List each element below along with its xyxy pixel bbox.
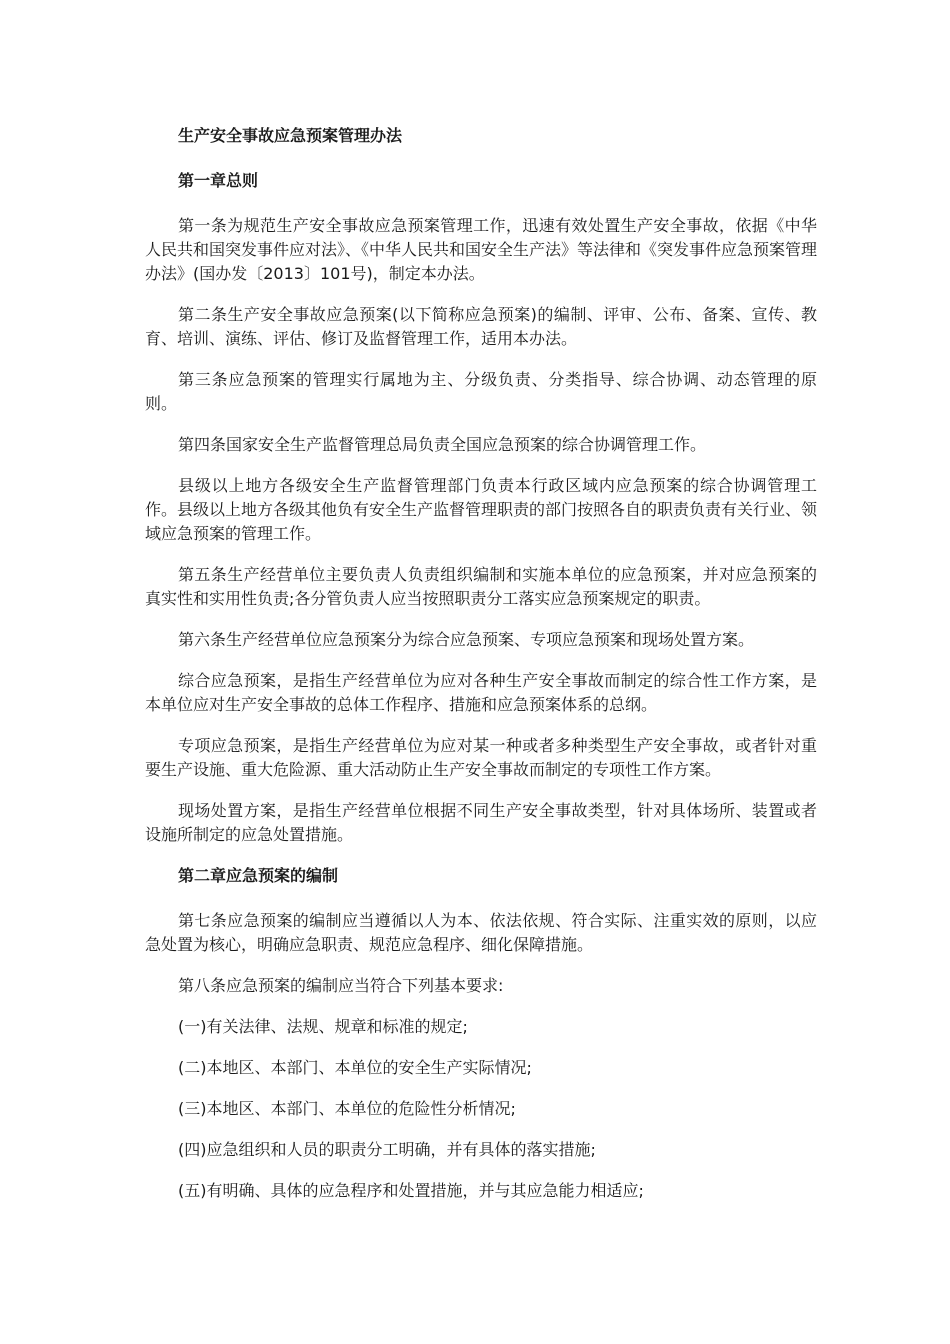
paragraph: 第二条生产安全事故应急预案(以下简称应急预案)的编制、评审、公布、备案、宣传、教育、培训、演练、评估、修订及监督管理工作，适用本办法。 (145, 305, 817, 348)
paragraph-list (145, 169, 817, 1203)
paragraph: (一)有关法律、法规、规章和标准的规定; (178, 1017, 468, 1036)
document-content (145, 124, 817, 1220)
paragraph: 县级以上地方各级安全生产监督管理部门负责本行政区域内应急预案的综合协调管理工作。县级以上地方各级其他负有安全生产监督管理职责的部门按照各自的职责负责有关行业、领域应急预案的管理工作。 (145, 476, 818, 543)
paragraph: 第七条应急预案的编制应当遵循以人为本、依法依规、符合实际、注重实效的原则，以应急处置为核心，明确应急职责、规范应急程序、细化保障措施。 (145, 911, 817, 954)
chapter-heading: 第一章总则 (178, 171, 259, 190)
paragraph: (四)应急组织和人员的职责分工明确，并有具体的落实措施; (178, 1140, 596, 1159)
paragraph: 第六条生产经营单位应急预案分为综合应急预案、专项应急预案和现场处置方案。 (178, 630, 755, 649)
paragraph: 第五条生产经营单位主要负责人负责组织编制和实施本单位的应急预案，并对应急预案的真实性和实用性负责;各分管负责人应当按照职责分工落实应急预案规定的职责。 (145, 565, 817, 608)
paragraph: 综合应急预案，是指生产经营单位为应对各种生产安全事故而制定的综合性工作方案，是本单位应对生产安全事故的总体工作程序、措施和应急预案体系的总纲。 (145, 671, 817, 714)
paragraph: (二)本地区、本部门、本单位的安全生产实际情况; (178, 1058, 532, 1077)
paragraph: 现场处置方案，是指生产经营单位根据不同生产安全事故类型，针对具体场所、装置或者设施所制定的应急处置措施。 (145, 801, 817, 844)
paragraph: 第一条为规范生产安全事故应急预案管理工作，迅速有效处置生产安全事故，依据《中华人民共和国突发事件应对法》、《中华人民共和国安全生产法》等法律和《突发事件应急预案管理办法》(国办发〔2013〕101号)，制定本办法。 (145, 216, 818, 283)
paragraph: 专项应急预案，是指生产经营单位为应对某一种或者多种类型生产安全事故，或者针对重要生产设施、重大危险源、重大活动防止生产安全事故而制定的专项性工作方案。 (145, 736, 817, 779)
paragraph: 第三条应急预案的管理实行属地为主、分级负责、分类指导、综合协调、动态管理的原则。 (145, 370, 817, 413)
paragraph: 第八条应急预案的编制应当符合下列基本要求: (178, 976, 504, 995)
paragraph: 第四条国家安全生产监督管理总局负责全国应急预案的综合协调管理工作。 (178, 435, 707, 454)
paragraph: (三)本地区、本部门、本单位的危险性分析情况; (178, 1099, 516, 1118)
paragraph: (五)有明确、具体的应急程序和处置措施，并与其应急能力相适应; (178, 1181, 644, 1200)
chapter-heading: 第二章应急预案的编制 (178, 866, 339, 885)
document-title: 生产安全事故应急预案管理办法 (178, 126, 403, 145)
